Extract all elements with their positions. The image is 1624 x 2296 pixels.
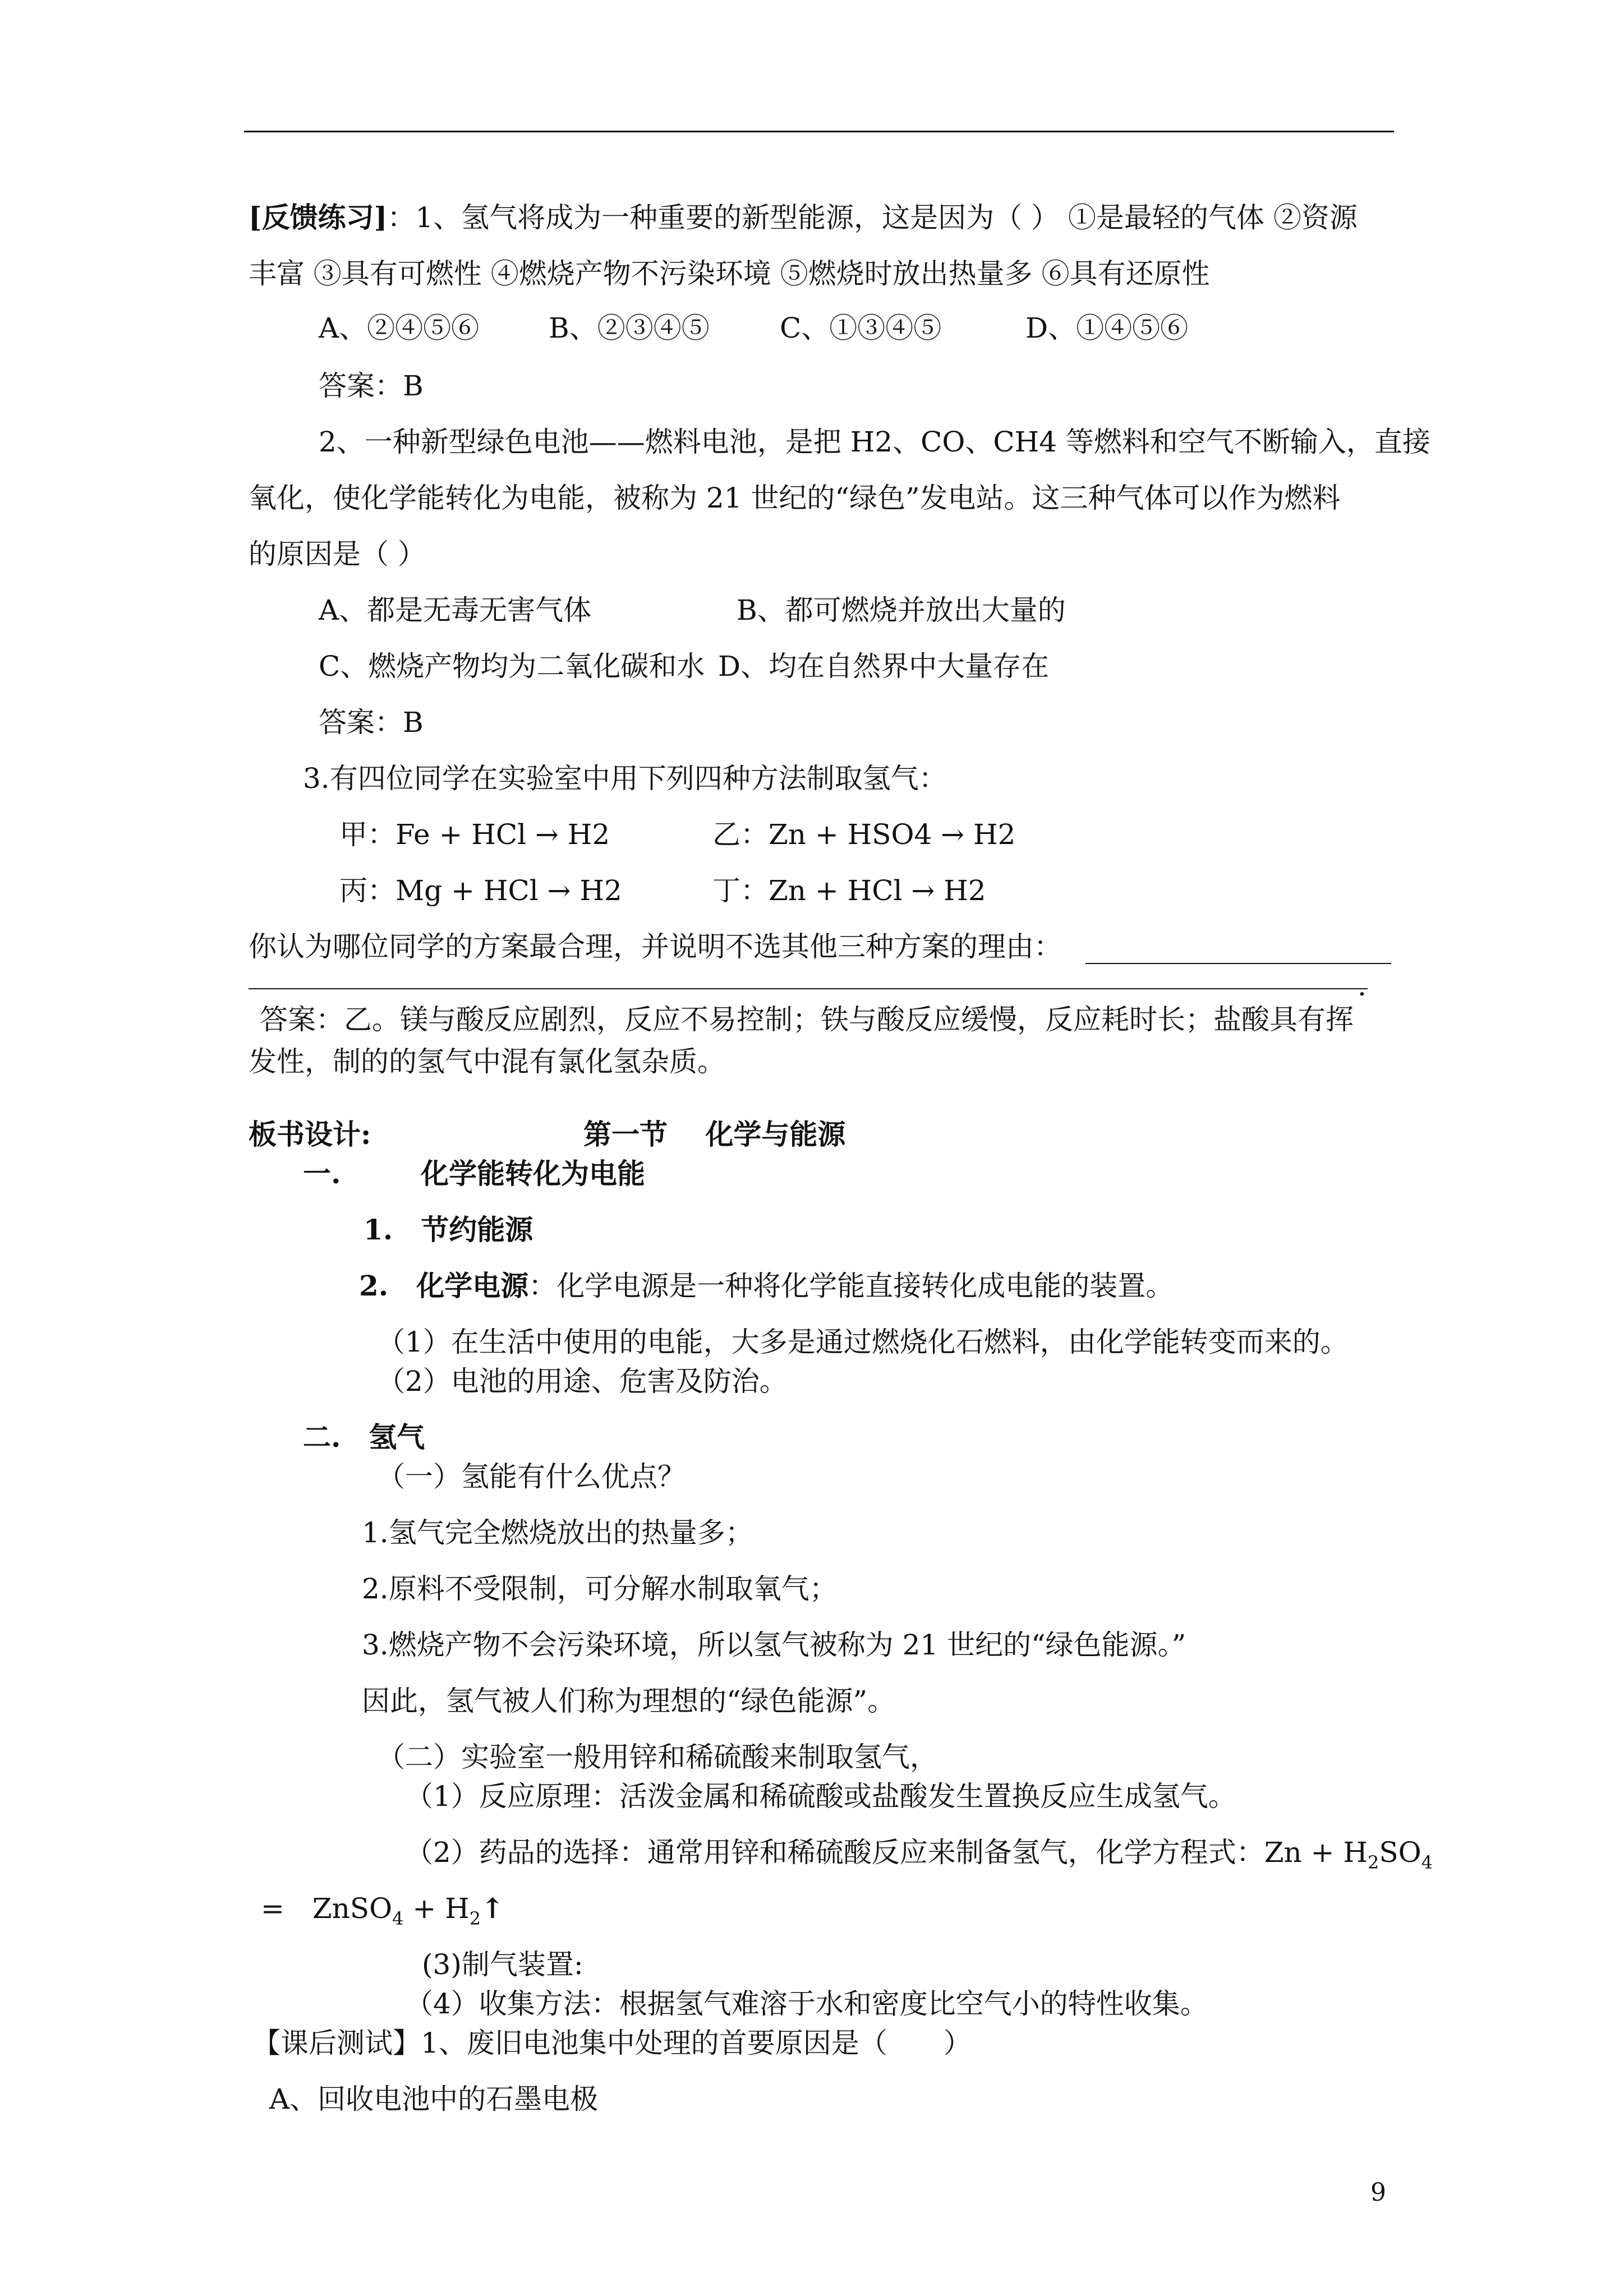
feedback-q2-line1: 2、一种新型绿色电池——燃料电池，是把 H2、CO、CH4 等燃料和空气不断输入，直接 <box>319 426 1430 458</box>
feedback-q1-text: ：1、氢气将成为一种重要的新型能源，这是因为（ ） ①是最轻的气体 ②资源 <box>387 201 1358 234</box>
after-test-question: 1、废旧电池集中处理的首要原因是（ ） <box>421 2027 972 2059</box>
feedback-q3-line1: 3.有四位同学在实验室中用下列四种方法制取氢气： <box>303 762 947 795</box>
section-2-lab-4: （4）收集方法：根据氢气难溶于水和密度比空气小的特性收集。 <box>405 1988 1208 2020</box>
section-1-item-2 <box>359 1269 1174 1303</box>
feedback-q1-line2: 丰富 ③具有可燃性 ④燃烧产物不污染环境 ⑤燃烧时放出热量多 ⑥具有还原性 <box>249 257 1210 290</box>
section-1-title: 化学能转化为电能 <box>421 1157 645 1190</box>
after-test-option-a: A、回收电池中的石墨电极 <box>269 2083 599 2115</box>
section-2-question: （一）氢能有什么优点？ <box>377 1460 686 1493</box>
answer-blank-period: . <box>1358 970 1367 1002</box>
board-label: 板书设计: <box>249 1118 371 1151</box>
feedback-q2-answer: 答案：B <box>319 706 424 739</box>
answer-blank-line <box>249 988 1368 989</box>
section-1-point-2: （2）电池的用途、危害及防治。 <box>377 1365 788 1398</box>
section-2-lab-1: （1）反应原理：活泼金属和稀硫酸或盐酸发生置换反应生成氢气。 <box>405 1780 1236 1813</box>
subscript-2: 2 <box>1368 1852 1379 1873</box>
feedback-q3-prompt: 你认为哪位同学的方案最合理，并说明不选其他三种方案的理由： <box>249 930 1062 963</box>
option-b: B、都可燃烧并放出大量的 <box>737 594 1066 626</box>
method-yi: 乙：Zn + HSO4 → H2 <box>712 818 1016 851</box>
subscript-4: 4 <box>392 1908 404 1929</box>
subscript-4: 4 <box>1421 1852 1433 1873</box>
section-2-advantage-2: 2.原料不受限制，可分解水制取氧气； <box>362 1573 838 1605</box>
method-jia: 甲：Fe + HCl → H2 <box>339 818 610 851</box>
section-1-item-1: 1. 节约能源 <box>364 1213 533 1246</box>
equation-mid: + H <box>403 1892 470 1925</box>
option-a: A、②④⑤⑥ <box>319 312 480 344</box>
feedback-q1-line1 <box>249 201 1358 234</box>
section-1-item-2-text: ：化学电源是一种将化学能直接转化成电能的装置。 <box>528 1270 1174 1302</box>
feedback-q2-line2: 氧化，使化学能转化为电能，被称为 21 世纪的“绿色”发电站。这三种气体可以作为燃料 <box>249 482 1341 514</box>
equation-start: = ZnSO <box>261 1892 393 1925</box>
feedback-q3-answer-line1: 答案：乙。镁与酸反应剧烈，反应不易控制；铁与酸反应缓慢，反应耗时长；盐酸具有挥 <box>260 1003 1354 1036</box>
method-bing: 丙：Mg + HCl → H2 <box>339 874 622 907</box>
answer-blank-line <box>1085 963 1391 964</box>
section-2-advantage-1: 1.氢气完全燃烧放出的热量多； <box>362 1516 753 1549</box>
section-2-lab-2-text: （2）药品的选择：通常用锌和稀硫酸反应来制备氢气，化学方程式：Zn + H <box>405 1836 1368 1869</box>
section-2-conclusion: 因此，氢气被人们称为理想的“绿色能源”。 <box>362 1685 896 1717</box>
option-d: D、均在自然界中大量存在 <box>718 650 1050 683</box>
section-2-lab-heading: （二）实验室一般用锌和稀硫酸来制取氢气， <box>377 1741 938 1773</box>
section-2-advantage-3: 3.燃烧产物不会污染环境，所以氢气被称为 21 世纪的“绿色能源。” <box>362 1629 1186 1661</box>
header-rule <box>244 131 1394 132</box>
method-ding: 丁：Zn + HCl → H2 <box>712 874 986 907</box>
equation-result <box>261 1892 505 1929</box>
section-1-item-2-label: 2. 化学电源 <box>359 1269 529 1302</box>
gas-arrow: ↑ <box>481 1892 505 1925</box>
board-title: 第一节 化学与能源 <box>583 1118 846 1151</box>
section-2-lab-2 <box>405 1836 1433 1873</box>
after-test-q1 <box>252 2026 972 2060</box>
option-b: B、②③④⑤ <box>549 312 710 344</box>
sulfate-text: SO <box>1379 1836 1421 1869</box>
section-1-point-1: （1）在生活中使用的电能，大多是通过燃烧化石燃料，由化学能转变而来的。 <box>377 1326 1349 1358</box>
subscript-2: 2 <box>469 1908 481 1929</box>
section-2-title: 二. 氢气 <box>303 1421 425 1454</box>
feedback-q2-line3: 的原因是（ ） <box>249 538 426 570</box>
option-d: D、①④⑤⑥ <box>1025 312 1189 344</box>
option-a: A、都是无毒无害气体 <box>319 594 592 626</box>
feedback-heading: [反馈练习] <box>249 201 388 234</box>
option-c: C、①③④⑤ <box>780 312 942 344</box>
option-c: C、燃烧产物均为二氧化碳和水 <box>319 650 705 683</box>
section-2-lab-3: (3)制气装置: <box>422 1948 583 1981</box>
feedback-q1-answer: 答案：B <box>319 370 424 402</box>
feedback-q3-answer-line2: 发性，制的的氢气中混有氯化氢杂质。 <box>249 1045 725 1078</box>
section-1-number: 一. <box>303 1157 341 1190</box>
after-test-label: 【课后测试】 <box>252 2027 421 2059</box>
page-number: 9 <box>1370 2178 1386 2207</box>
